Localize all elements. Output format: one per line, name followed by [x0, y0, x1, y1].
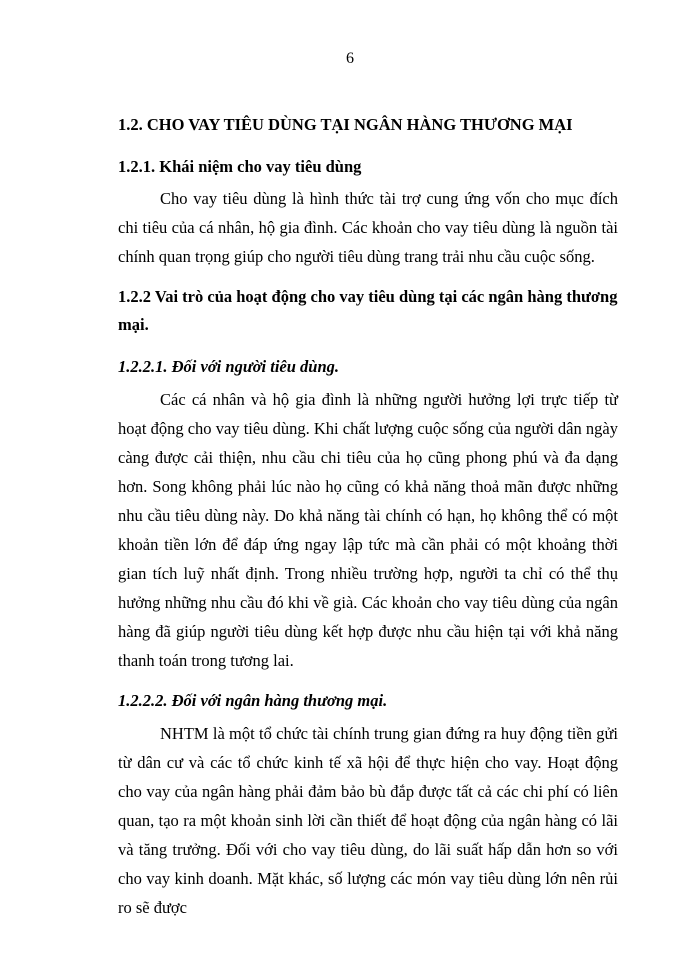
subsection-1-heading: 1.2.1. Khái niệm cho vay tiêu dùng — [118, 157, 362, 176]
item-1-heading: 1.2.2.1. Đối với người tiêu dùng. — [118, 357, 340, 376]
section-title: 1.2. CHO VAY TIÊU DÙNG TẠI NGÂN HÀNG THƯƠNG MẠI — [118, 115, 573, 134]
item-1-paragraph: Các cá nhân và hộ gia đình là những người hưởng lợi trực tiếp từ hoạt động cho vay tiêu dùng. Khi chất lượng cuộc sống của người dân ngày càng được cải thiện, nhu cầu chi tiêu của họ cũng phong phú và đa dạng hơn. Song không phải lúc nào họ cũng có khả năng thoả mãn được những nhu cầu tiêu dùng này. Do khả năng tài chính có hạn, họ không thể có một khoản tiền lớn để đáp ứng ngay lập tức mà cần phải có một khoảng thời gian tích luỹ nhất định. Trong nhiều trường hợp, người ta chỉ có thể thụ hưởng những nhu cầu đó khi về già. Các khoản cho vay tiêu dùng của ngân hàng đã giúp người tiêu dùng kết hợp được nhu cầu hiện tại với khả năng thanh toán trong tương lai. — [118, 390, 618, 670]
item-2-heading: 1.2.2.2. Đối với ngân hàng thương mại. — [118, 691, 388, 710]
page-content — [118, 111, 618, 934]
subsection-2-heading: 1.2.2 Vai trò của hoạt động cho vay tiêu dùng tại các ngân hàng thương mại. — [118, 287, 618, 334]
page-number: 6 — [346, 50, 354, 67]
item-2-paragraph: NHTM là một tổ chức tài chính trung gian đứng ra huy động tiền gửi từ dân cư và các tổ chức kinh tế xã hội để thực hiện cho vay. Hoạt động cho vay của ngân hàng phải đảm bảo bù đắp được tất cả các chi phí có liên quan, tạo ra một khoản sinh lời cần thiết để hoạt động của ngân hàng có lãi và tăng trưởng. Đối với cho vay tiêu dùng, do lãi suất hấp dẫn hơn so với cho vay kinh doanh. Mặt khác, số lượng các món vay tiêu dùng lớn nên rủi ro sẽ được — [118, 724, 618, 917]
subsection-1-paragraph: Cho vay tiêu dùng là hình thức tài trợ cung ứng vốn cho mục đích chi tiêu của cá nhân, hộ gia đình. Các khoản cho vay tiêu dùng là nguồn tài chính quan trọng giúp cho người tiêu dùng trang trải nhu cầu cuộc sống. — [118, 189, 618, 266]
